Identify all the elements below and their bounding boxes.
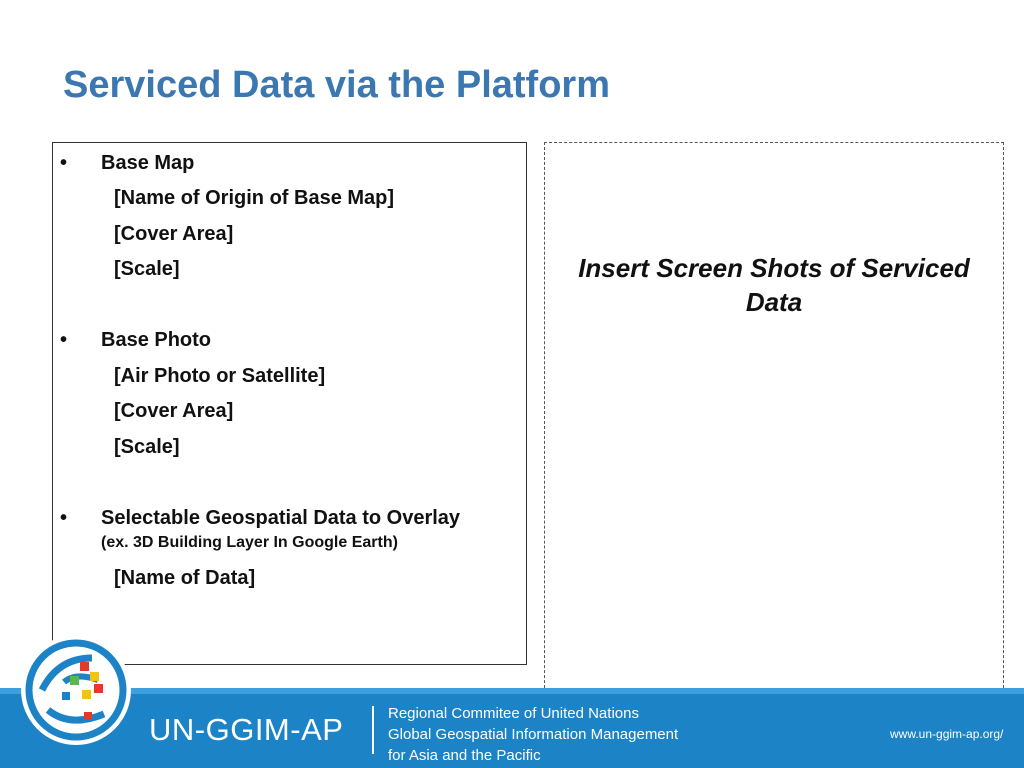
- line-base-photo-scale: [Scale]: [114, 436, 180, 458]
- slide-title: Serviced Data via the Platform: [63, 64, 610, 106]
- committee-line-3: for Asia and the Pacific: [388, 747, 541, 764]
- heading-base-map: Base Map: [101, 152, 195, 174]
- heading-base-photo: Base Photo: [101, 329, 212, 351]
- footer-committee: [388, 703, 678, 766]
- heading-overlay: Selectable Geospatial Data to Overlay: [101, 507, 461, 529]
- bullet-base-photo: •: [60, 329, 68, 351]
- line-base-map-cover-area: [Cover Area]: [114, 223, 234, 245]
- committee-line-1: Regional Commitee of United Nations: [388, 705, 639, 722]
- bullet-overlay: •: [60, 507, 68, 529]
- footer-divider: [372, 706, 374, 754]
- bullet-base-map: •: [60, 152, 68, 174]
- line-base-photo-source: [Air Photo or Satellite]: [114, 365, 326, 387]
- committee-line-2: Global Geospatial Information Management: [388, 726, 679, 743]
- screenshot-placeholder-panel: [544, 142, 1004, 703]
- footer-url[interactable]: www.un-ggim-ap.org/: [890, 727, 1004, 741]
- footer-highlight-strip: [0, 688, 1024, 694]
- footer-brand: UN-GGIM-AP: [149, 712, 344, 747]
- note-overlay-example: (ex. 3D Building Layer In Google Earth): [101, 534, 398, 551]
- un-ggim-ap-globe-logo-icon: [18, 632, 134, 748]
- placeholder-text: Insert Screen Shots of Serviced Data: [578, 253, 970, 317]
- line-base-photo-cover-area: [Cover Area]: [114, 400, 234, 422]
- line-overlay-name: [Name of Data]: [114, 567, 256, 589]
- line-base-map-origin: [Name of Origin of Base Map]: [114, 187, 395, 209]
- line-base-map-scale: [Scale]: [114, 258, 180, 280]
